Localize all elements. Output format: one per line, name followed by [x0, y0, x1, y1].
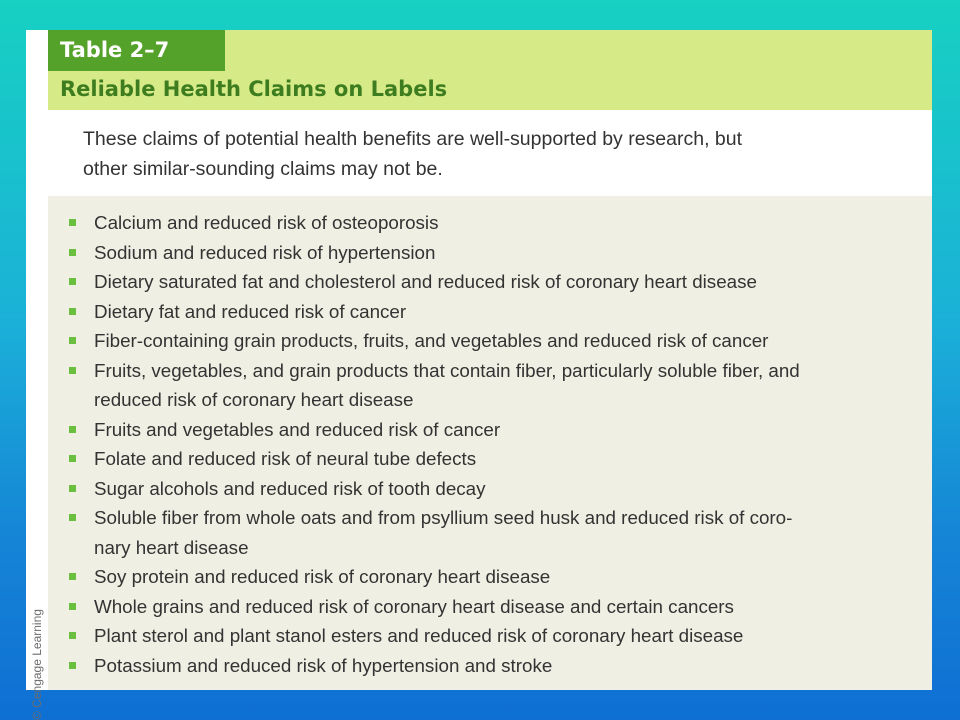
square-bullet-icon [69, 573, 76, 580]
list-item-continuation [68, 385, 918, 415]
list-item [68, 297, 918, 327]
list-item [68, 503, 918, 533]
credit-strip [26, 30, 48, 720]
claim-text: Folate and reduced risk of neural tube defects [94, 448, 477, 469]
square-bullet-icon [69, 603, 76, 610]
list-item [68, 651, 918, 681]
claim-text: Plant sterol and plant stanol esters and reduced risk of coronary heart disease [94, 625, 744, 646]
list-item [68, 621, 918, 651]
intro-line: other similar-sounding claims may not be. [83, 158, 443, 180]
claims-list-area [48, 196, 932, 690]
square-bullet-icon [69, 455, 76, 462]
table-title: Reliable Health Claims on Labels [60, 77, 448, 101]
square-bullet-icon [69, 278, 76, 285]
list-item [68, 267, 918, 297]
claim-text: reduced risk of coronary heart disease [94, 389, 414, 410]
square-bullet-icon [69, 249, 76, 256]
list-item [68, 474, 918, 504]
claim-text: Fruits, vegetables, and grain products that contain fiber, particularly soluble fiber, and [94, 359, 800, 381]
claim-text: Fiber-containing grain products, fruits, and vegetables and reduced risk of cancer [94, 330, 769, 351]
claim-text: Whole grains and reduced risk of coronary heart disease and certain cancers [94, 595, 734, 617]
claim-text: Fruits and vegetables and reduced risk of cancer [94, 418, 501, 440]
intro-line: These claims of potential health benefits are well-supported by research, but [83, 128, 743, 150]
square-bullet-icon [69, 337, 76, 344]
list-item [68, 326, 918, 356]
claim-text: Dietary saturated fat and cholesterol and reduced risk of coronary heart disease [94, 271, 757, 292]
square-bullet-icon [69, 308, 76, 315]
copyright-credit: © Cengage Learning [30, 609, 44, 720]
claims-list [68, 208, 918, 680]
table-number: Table 2–7 [48, 30, 225, 71]
claim-text: Soy protein and reduced risk of coronary heart disease [94, 566, 551, 587]
list-item [68, 415, 918, 445]
square-bullet-icon [69, 426, 76, 433]
list-item [68, 238, 918, 268]
list-item [68, 356, 918, 386]
claim-text: Soluble fiber from whole oats and from psyllium seed husk and reduced risk of coro- [94, 507, 793, 528]
claim-text: Potassium and reduced risk of hypertension and stroke [94, 654, 553, 676]
square-bullet-icon [69, 662, 76, 669]
square-bullet-icon [69, 367, 76, 374]
table-panel [26, 30, 932, 720]
list-item [68, 592, 918, 622]
square-bullet-icon [69, 485, 76, 492]
table-intro [83, 124, 903, 184]
square-bullet-icon [69, 632, 76, 639]
claim-text: Calcium and reduced risk of osteoporosis [94, 212, 439, 233]
claim-text: nary heart disease [94, 536, 249, 558]
claim-text: Sodium and reduced risk of hypertension [94, 241, 436, 263]
table-header [48, 30, 932, 110]
claim-text: Sugar alcohols and reduced risk of tooth decay [94, 477, 486, 499]
claim-text: Dietary fat and reduced risk of cancer [94, 300, 407, 322]
list-item [68, 208, 918, 238]
square-bullet-icon [69, 514, 76, 521]
list-item [68, 562, 918, 592]
square-bullet-icon [69, 219, 76, 226]
list-item [68, 444, 918, 474]
list-item-continuation [68, 533, 918, 563]
